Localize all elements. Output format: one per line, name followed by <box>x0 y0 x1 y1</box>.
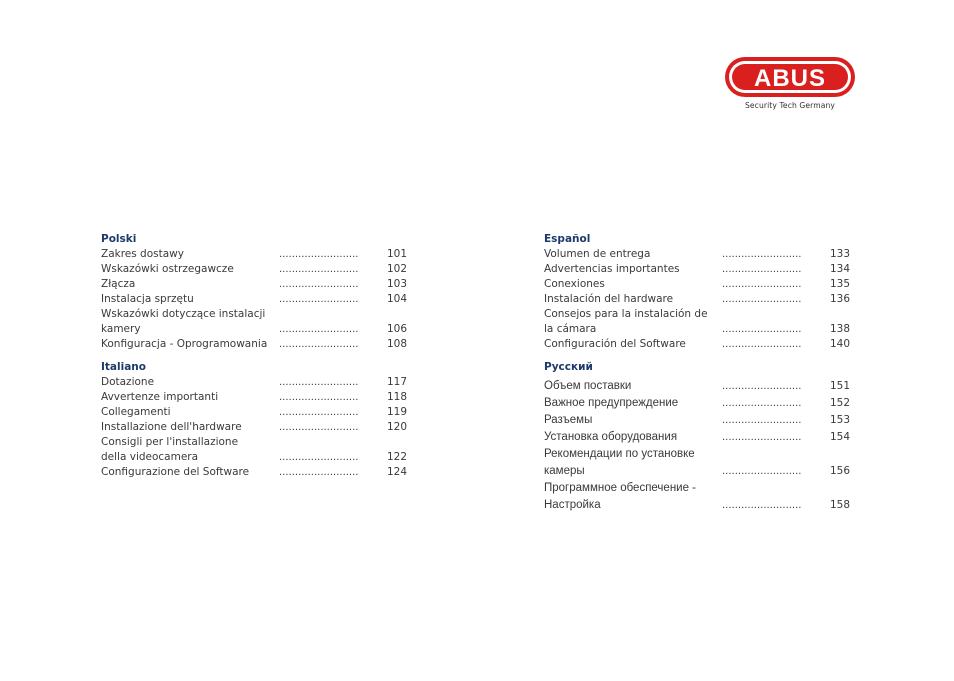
entry-title: Важное предупреждение <box>544 397 679 409</box>
section-title: Español <box>544 233 591 245</box>
page-number: 152 <box>829 397 850 409</box>
toc-entry[interactable] <box>544 378 850 395</box>
toc-entry[interactable] <box>544 247 850 262</box>
entry-title: Zakres dostawy <box>101 248 184 260</box>
entry-title: Instalación del hardware <box>544 293 674 305</box>
entry-title-line2: la cámara <box>544 323 597 335</box>
page-number: 138 <box>829 323 850 335</box>
leader-dots: ......................... <box>722 324 802 335</box>
entry-title: Installazione dell'hardware <box>101 421 242 433</box>
entry-title: Программное обеспечение - <box>544 482 697 494</box>
page-number: 101 <box>386 248 407 260</box>
section-title: Polski <box>101 233 137 245</box>
page-number: 108 <box>386 338 407 350</box>
leader-dots: ......................... <box>279 249 359 260</box>
toc-column-left <box>101 232 407 488</box>
toc-entry[interactable] <box>544 480 850 514</box>
toc-entry[interactable] <box>101 405 407 420</box>
entry-title-line2: della videocamera <box>101 451 199 463</box>
page-number: 106 <box>386 323 407 335</box>
page-number: 156 <box>829 465 850 477</box>
page-number: 153 <box>829 414 850 426</box>
leader-dots: ......................... <box>279 294 359 305</box>
toc-column-right <box>544 232 850 522</box>
page-number: 119 <box>386 406 407 418</box>
page-number: 103 <box>386 278 407 290</box>
leader-dots: ......................... <box>722 264 802 275</box>
page-number: 158 <box>829 499 850 511</box>
entry-title-line2: Настройка <box>544 499 601 511</box>
toc-section-russian <box>544 360 850 514</box>
page-number: 117 <box>386 376 407 388</box>
toc-entry[interactable] <box>101 420 407 435</box>
page-number: 151 <box>829 380 850 392</box>
leader-dots: ......................... <box>279 324 359 335</box>
toc-entry[interactable] <box>101 435 407 465</box>
toc-entry[interactable] <box>544 412 850 429</box>
leader-dots: ......................... <box>722 249 802 260</box>
entry-title: Wskazówki ostrzegawcze <box>101 263 234 275</box>
page-number: 154 <box>829 431 850 443</box>
leader-dots: ......................... <box>279 339 359 350</box>
leader-dots: ......................... <box>722 432 802 443</box>
section-title: Русский <box>544 361 593 373</box>
page-number: 122 <box>386 451 407 463</box>
entry-title: Установка оборудования <box>544 431 678 443</box>
toc-section-italiano <box>101 360 407 480</box>
leader-dots: ......................... <box>279 279 359 290</box>
entry-title: Consejos para la instalación de <box>544 308 708 320</box>
entry-title: Volumen de entrega <box>544 248 651 260</box>
leader-dots: ......................... <box>279 452 359 463</box>
leader-dots: ......................... <box>722 466 802 477</box>
leader-dots: ......................... <box>722 294 802 305</box>
leader-dots: ......................... <box>279 264 359 275</box>
entry-title-line2: камеры <box>544 465 585 477</box>
toc-entry[interactable] <box>101 307 407 337</box>
entry-title: Wskazówki dotyczące instalacji <box>101 308 266 320</box>
entry-title: Conexiones <box>544 278 605 290</box>
toc-entry[interactable] <box>544 307 850 337</box>
leader-dots: ......................... <box>722 279 802 290</box>
toc-entry[interactable] <box>101 277 407 292</box>
leader-dots: ......................... <box>279 377 359 388</box>
page-number: 135 <box>829 278 850 290</box>
page-number: 120 <box>386 421 407 433</box>
toc-entry[interactable] <box>101 292 407 307</box>
entry-title: Разъемы <box>544 414 593 426</box>
toc-entry[interactable] <box>544 292 850 307</box>
toc-section-espanol <box>544 232 850 352</box>
leader-dots: ......................... <box>279 407 359 418</box>
entry-title: Konfiguracja - Oprogramowania <box>101 338 268 350</box>
entry-title: Collegamenti <box>101 406 171 418</box>
toc-entry[interactable] <box>101 465 407 480</box>
toc-entry[interactable] <box>101 262 407 277</box>
toc-entry[interactable] <box>544 446 850 480</box>
entry-title: Configurazione del Software <box>101 466 250 478</box>
toc-entry[interactable] <box>544 262 850 277</box>
toc-entry[interactable] <box>544 337 850 352</box>
toc-entry[interactable] <box>101 390 407 405</box>
entry-title: Рекомендации по установке <box>544 448 695 460</box>
leader-dots: ......................... <box>279 422 359 433</box>
tagline: Security Tech Germany <box>744 101 836 110</box>
logo-text: ABUS <box>753 65 827 92</box>
leader-dots: ......................... <box>722 339 802 350</box>
entry-title: Configuración del Software <box>544 338 686 350</box>
leader-dots: ......................... <box>722 398 802 409</box>
page-number: 102 <box>386 263 407 275</box>
abus-logo-mark <box>724 56 856 100</box>
leader-dots: ......................... <box>279 392 359 403</box>
leader-dots: ......................... <box>722 381 802 392</box>
toc-entry[interactable] <box>101 337 407 352</box>
toc-entry[interactable] <box>544 429 850 446</box>
section-title: Italiano <box>101 361 146 373</box>
page-number: 104 <box>386 293 407 305</box>
leader-dots: ......................... <box>279 467 359 478</box>
entry-title: Instalacja sprzętu <box>101 293 194 305</box>
toc-entry[interactable] <box>101 375 407 390</box>
leader-dots: ......................... <box>722 500 802 511</box>
toc-section-polski <box>101 232 407 352</box>
toc-entry[interactable] <box>544 395 850 412</box>
entry-title-line2: kamery <box>101 323 141 335</box>
page-number: 133 <box>829 248 850 260</box>
page-number: 140 <box>829 338 850 350</box>
entry-title: Złącza <box>101 278 136 290</box>
page-number: 124 <box>386 466 407 478</box>
page-number: 118 <box>386 391 407 403</box>
toc-entry[interactable] <box>544 277 850 292</box>
entry-title: Объем поставки <box>544 380 632 392</box>
entry-title: Consigli per l'installazione <box>101 436 239 448</box>
leader-dots: ......................... <box>722 415 802 426</box>
entry-title: Dotazione <box>101 376 155 388</box>
page-number: 134 <box>829 263 850 275</box>
toc-entry[interactable] <box>101 247 407 262</box>
page-number: 136 <box>829 293 850 305</box>
entry-title: Advertencias importantes <box>544 263 680 275</box>
entry-title: Avvertenze importanti <box>101 391 219 403</box>
